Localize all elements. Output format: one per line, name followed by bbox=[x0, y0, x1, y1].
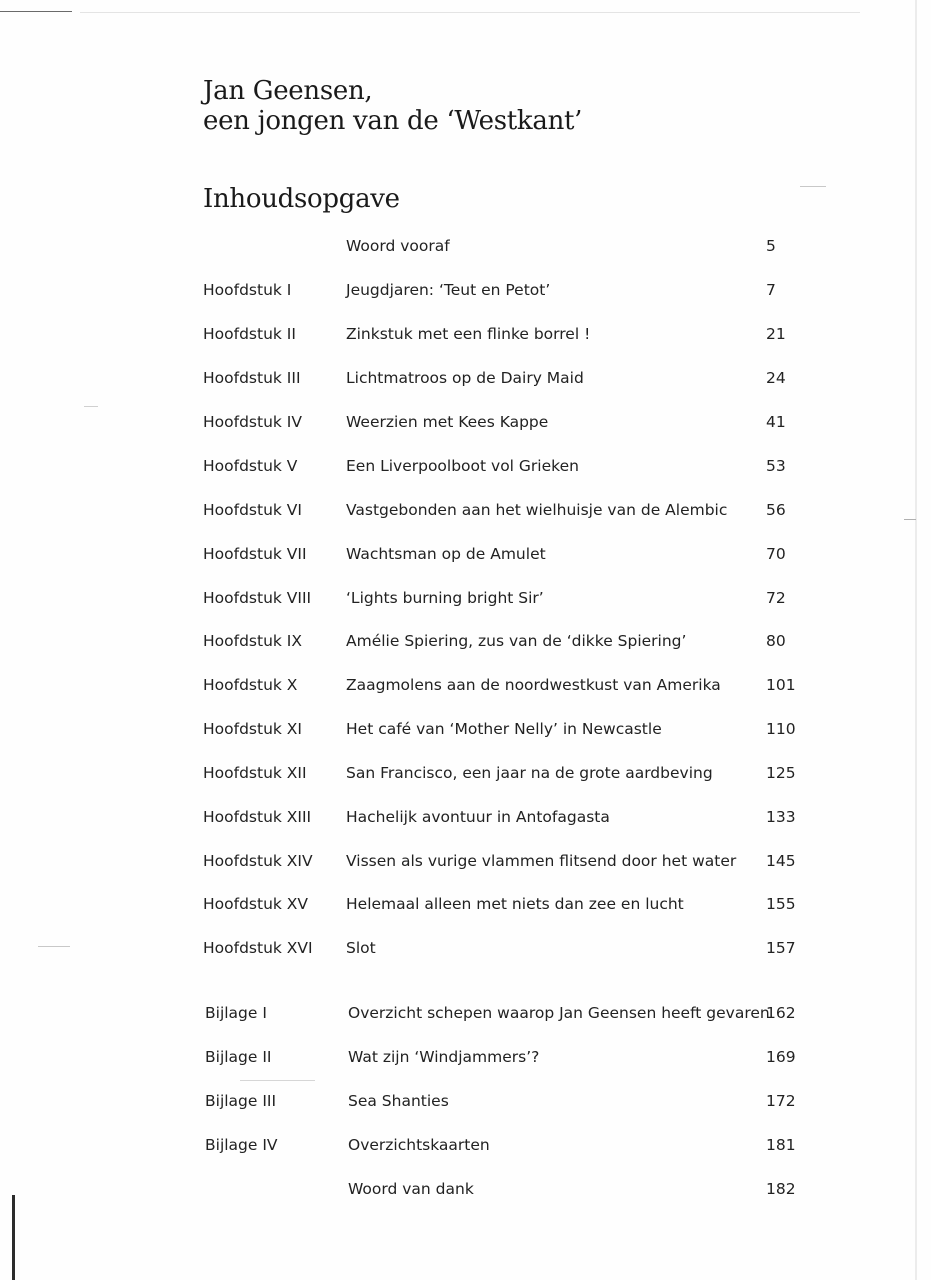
toc-row-page: 110 bbox=[766, 720, 796, 738]
toc-row-label: Hoofdstuk IV bbox=[203, 413, 302, 431]
toc-row-page: 70 bbox=[766, 545, 786, 563]
book-title-line-1: Jan Geensen, bbox=[203, 76, 373, 106]
toc-row-page: 80 bbox=[766, 632, 786, 650]
toc-row-label: Hoofdstuk VIII bbox=[203, 589, 312, 607]
toc-row-label: Hoofdstuk I bbox=[203, 281, 292, 299]
book-title-line-2: een jongen van de ‘Westkant’ bbox=[203, 106, 583, 136]
toc-row-label: Hoofdstuk XIII bbox=[203, 808, 312, 826]
toc-row-entry: Een Liverpoolboot vol Grieken bbox=[346, 457, 579, 475]
toc-row-entry: Woord van dank bbox=[348, 1180, 474, 1198]
scan-speck bbox=[240, 1080, 315, 1081]
scan-edge-top-faint bbox=[80, 12, 860, 13]
toc-row-label: Hoofdstuk IX bbox=[203, 632, 302, 650]
toc-row-label: Hoofdstuk VII bbox=[203, 545, 307, 563]
toc-row-label: Hoofdstuk XV bbox=[203, 895, 309, 913]
scan-speck bbox=[800, 186, 826, 187]
toc-row-entry: Wachtsman op de Amulet bbox=[346, 545, 546, 563]
toc-row-entry: Slot bbox=[346, 939, 376, 957]
scan-edge-right bbox=[915, 0, 917, 1280]
toc-row-entry: Overzicht schepen waarop Jan Geensen heeft gevaren bbox=[348, 1004, 770, 1022]
toc-row-page: 5 bbox=[766, 237, 776, 255]
scan-edge-left bbox=[12, 1195, 15, 1280]
toc-row-page: 155 bbox=[766, 895, 796, 913]
toc-row-page: 72 bbox=[766, 589, 786, 607]
toc-row-label: Hoofdstuk III bbox=[203, 369, 301, 387]
scan-speck bbox=[38, 946, 70, 947]
toc-row-entry: ‘Lights burning bright Sir’ bbox=[346, 589, 544, 607]
toc-row-label: Hoofdstuk XIV bbox=[203, 852, 313, 870]
scan-edge-top bbox=[0, 11, 72, 12]
toc-row-page: 53 bbox=[766, 457, 786, 475]
toc-row-label: Hoofdstuk II bbox=[203, 325, 296, 343]
toc-heading: Inhoudsopgave bbox=[203, 184, 400, 214]
toc-row-entry: Jeugdjaren: ‘Teut en Petot’ bbox=[346, 281, 551, 299]
toc-row-page: 41 bbox=[766, 413, 786, 431]
toc-row-entry: Woord vooraf bbox=[346, 237, 450, 255]
toc-row-entry: San Francisco, een jaar na de grote aardbeving bbox=[346, 764, 713, 782]
toc-row-label: Hoofdstuk XI bbox=[203, 720, 302, 738]
toc-row-page: 172 bbox=[766, 1092, 796, 1110]
toc-row-page: 133 bbox=[766, 808, 796, 826]
toc-row-page: 7 bbox=[766, 281, 776, 299]
toc-row-page: 181 bbox=[766, 1136, 796, 1154]
toc-row-page: 101 bbox=[766, 676, 796, 694]
toc-row-entry: Lichtmatroos op de Dairy Maid bbox=[346, 369, 584, 387]
toc-row-label: Hoofdstuk VI bbox=[203, 501, 302, 519]
toc-row-entry: Helemaal alleen met niets dan zee en lucht bbox=[346, 895, 684, 913]
toc-row-page: 157 bbox=[766, 939, 796, 957]
toc-row-entry: Overzichtskaarten bbox=[348, 1136, 490, 1154]
toc-row-page: 145 bbox=[766, 852, 796, 870]
toc-row-page: 24 bbox=[766, 369, 786, 387]
toc-row-entry: Vastgebonden aan het wielhuisje van de Alembic bbox=[346, 501, 728, 519]
toc-row-entry: Het café van ‘Mother Nelly’ in Newcastle bbox=[346, 720, 662, 738]
toc-row-label: Hoofdstuk XVI bbox=[203, 939, 313, 957]
toc-row-entry: Vissen als vurige vlammen flitsend door het water bbox=[346, 852, 737, 870]
scan-speck bbox=[904, 519, 916, 520]
toc-row-label: Bijlage II bbox=[205, 1048, 272, 1066]
toc-row-entry: Sea Shanties bbox=[348, 1092, 449, 1110]
toc-row-page: 125 bbox=[766, 764, 796, 782]
toc-row-entry: Wat zijn ‘Windjammers’? bbox=[348, 1048, 540, 1066]
toc-row-label: Bijlage IV bbox=[205, 1136, 278, 1154]
toc-row-entry: Amélie Spiering, zus van de ‘dikke Spiering’ bbox=[346, 632, 687, 650]
toc-row-page: 169 bbox=[766, 1048, 796, 1066]
toc-row-page: 56 bbox=[766, 501, 786, 519]
toc-row-label: Bijlage III bbox=[205, 1092, 277, 1110]
toc-row-label: Hoofdstuk V bbox=[203, 457, 298, 475]
toc-row-label: Hoofdstuk X bbox=[203, 676, 298, 694]
scan-speck bbox=[84, 406, 98, 407]
book-title bbox=[203, 76, 582, 136]
toc-row-entry: Zaagmolens aan de noordwestkust van Amerika bbox=[346, 676, 721, 694]
toc-row-page: 162 bbox=[766, 1004, 796, 1022]
toc-row-page: 21 bbox=[766, 325, 786, 343]
toc-row-entry: Weerzien met Kees Kappe bbox=[346, 413, 549, 431]
toc-row-label: Bijlage I bbox=[205, 1004, 267, 1022]
toc-row-entry: Hachelijk avontuur in Antofagasta bbox=[346, 808, 610, 826]
toc-row-entry: Zinkstuk met een flinke borrel ! bbox=[346, 325, 591, 343]
toc-row-page: 182 bbox=[766, 1180, 796, 1198]
toc-row-label: Hoofdstuk XII bbox=[203, 764, 307, 782]
